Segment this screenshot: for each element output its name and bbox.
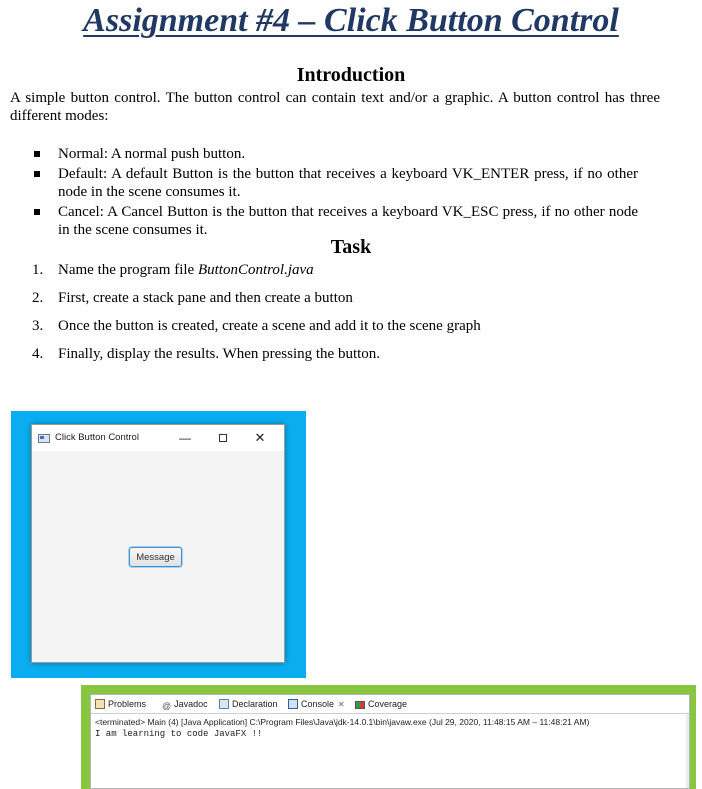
close-tab-icon[interactable]: ✕ xyxy=(338,700,345,709)
bullet-icon xyxy=(34,151,40,157)
maximize-button[interactable] xyxy=(212,429,234,447)
bullet-icon xyxy=(34,209,40,215)
message-button[interactable]: Message xyxy=(129,547,182,567)
document-title: Assignment #4 – Click Button Control xyxy=(83,2,619,39)
bullet-icon xyxy=(34,171,40,177)
javadoc-icon: @ xyxy=(162,701,172,711)
terminated-status: <terminated> Main (4) [Java Application] C:\Program Files\Java\jdk-14.0.1\bin\javaw.exe (Jul 29, 2020, 11:48:15 AM – 11:48:21 AM) xyxy=(95,717,590,727)
task-steps xyxy=(32,261,652,373)
task-heading: Task xyxy=(330,236,372,258)
list-item: 2. First, create a stack pane and then create a button xyxy=(32,290,353,306)
list-item: 4. Finally, display the results. When pressing the button. xyxy=(32,346,381,362)
modes-list xyxy=(28,145,638,241)
console-icon xyxy=(288,699,298,709)
java-app-icon xyxy=(38,434,50,443)
list-item: 3. Once the button is created, create a scene and add it to the scene graph xyxy=(32,318,481,334)
fx-window-screenshot xyxy=(11,411,306,678)
console-screenshot xyxy=(81,685,696,789)
console-tabbar xyxy=(91,695,689,714)
tab-javadoc[interactable]: @ Javadoc xyxy=(162,699,208,711)
coverage-icon xyxy=(355,701,365,709)
fx-window xyxy=(31,424,285,663)
console-panel xyxy=(90,694,690,789)
list-item: 1. Name the program file ButtonControl.java xyxy=(32,262,314,278)
list-item: Normal: A normal push button. xyxy=(28,145,638,163)
declaration-icon xyxy=(219,699,229,709)
close-button[interactable]: ✕ xyxy=(254,430,266,445)
console-scrollbar[interactable] xyxy=(686,714,689,788)
introduction-paragraph: A simple button control. The button control can contain text and/or a graphic. A button control has three different modes: xyxy=(10,90,660,124)
maximize-icon xyxy=(219,434,227,442)
tab-coverage[interactable]: Coverage xyxy=(355,697,407,711)
problems-icon xyxy=(95,699,105,709)
window-title: Click Button Control xyxy=(55,432,139,443)
console-output[interactable]: I am learning to code JavaFX !! xyxy=(95,729,263,739)
list-item: Cancel: A Cancel Button is the button that receives a keyboard VK_ESC press, if no other node in the scene consumes it. xyxy=(28,203,638,239)
fx-titlebar[interactable] xyxy=(32,425,284,451)
tab-console[interactable]: Console ✕ xyxy=(288,697,345,711)
minimize-button[interactable]: — xyxy=(179,431,191,445)
list-item: Default: A default Button is the button that receives a keyboard VK_ENTER press, if no other node in the scene consumes it. xyxy=(28,165,638,201)
introduction-heading: Introduction xyxy=(296,64,406,86)
tab-declaration[interactable]: Declaration xyxy=(219,697,278,711)
tab-problems[interactable]: Problems xyxy=(95,697,146,711)
